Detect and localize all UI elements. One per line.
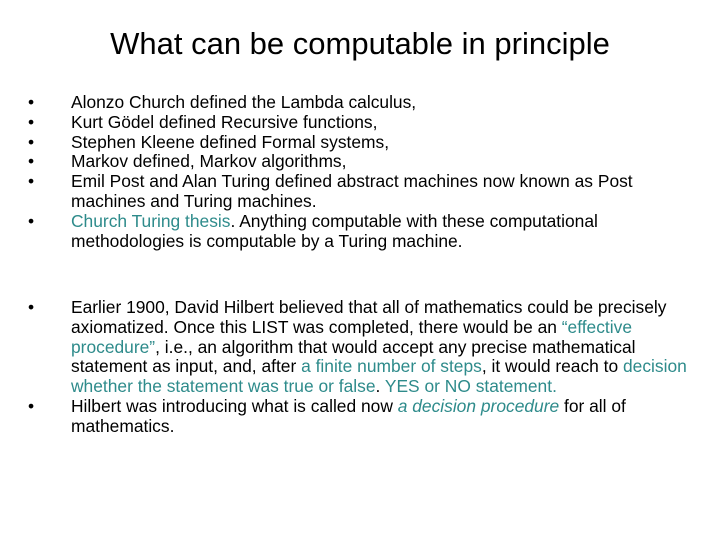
highlight-decision-procedure: a decision procedure: [397, 395, 560, 416]
list-item-text: Emil Post and Alan Turing defined abstract machines now known as Post machines and Turing machines.: [71, 171, 633, 211]
bullet-icon: •: [28, 171, 35, 192]
highlight-finite-steps: a finite number of steps: [301, 356, 482, 377]
list-item-text: Kurt Gödel defined Recursive functions,: [71, 111, 378, 132]
list-item-text: [71, 397, 692, 437]
highlight-church-turing-thesis: Church Turing thesis: [71, 210, 231, 231]
bullet-icon: •: [28, 131, 35, 152]
list-item: [28, 113, 692, 133]
list-item-hilbert: [28, 298, 692, 397]
list-item-text: Markov defined, Markov algorithms,: [71, 151, 347, 172]
bullet-icon: •: [28, 297, 35, 317]
list-item-thesis: [28, 212, 692, 252]
hilbert-text-1: Earlier 1900, David Hilbert believed that all of mathematics could be precisely axiomatized. Once this LIST was completed, there would be an: [71, 297, 667, 337]
list-item-decision-procedure: [28, 397, 692, 437]
list-item: [28, 152, 692, 172]
thesis-text: . Anything computable with these computational methodologies is computable by a Turing machine.: [71, 210, 598, 251]
list-item-text: Stephen Kleene defined Formal systems,: [71, 131, 390, 152]
list-item: [28, 93, 692, 113]
list-item-text: [71, 298, 692, 397]
highlight-decision: decision whether the statement was true or false: [71, 356, 687, 397]
list-item: [28, 172, 692, 212]
hilbert-text-2: , i.e., an algorithm that would accept any precise mathematical statement as input, and, after: [71, 336, 636, 377]
bullet-icon: •: [28, 92, 35, 112]
hilbert-text-3: , it would reach to: [481, 356, 623, 377]
highlight-yes-no: YES or NO statement.: [384, 376, 557, 397]
list-item: [28, 133, 692, 153]
bullet-icon: •: [28, 111, 35, 132]
hilbert-text-4: .: [375, 376, 385, 397]
highlight-effective-procedure: “effective procedure”: [71, 316, 632, 357]
decision-text-2: for all of mathematics.: [71, 395, 626, 436]
list-item-text: Alonzo Church defined the Lambda calculus,: [71, 92, 417, 112]
bullet-icon: •: [28, 395, 35, 416]
bullet-list-computability-models: [28, 93, 692, 251]
list-item-text: [71, 212, 692, 252]
bullet-list-hilbert: [28, 298, 692, 437]
decision-text-1: Hilbert was introducing what is called now: [71, 395, 398, 416]
slide-title: What can be computable in principle: [110, 26, 610, 61]
bullet-icon: •: [28, 151, 35, 172]
bullet-icon: •: [28, 210, 35, 231]
